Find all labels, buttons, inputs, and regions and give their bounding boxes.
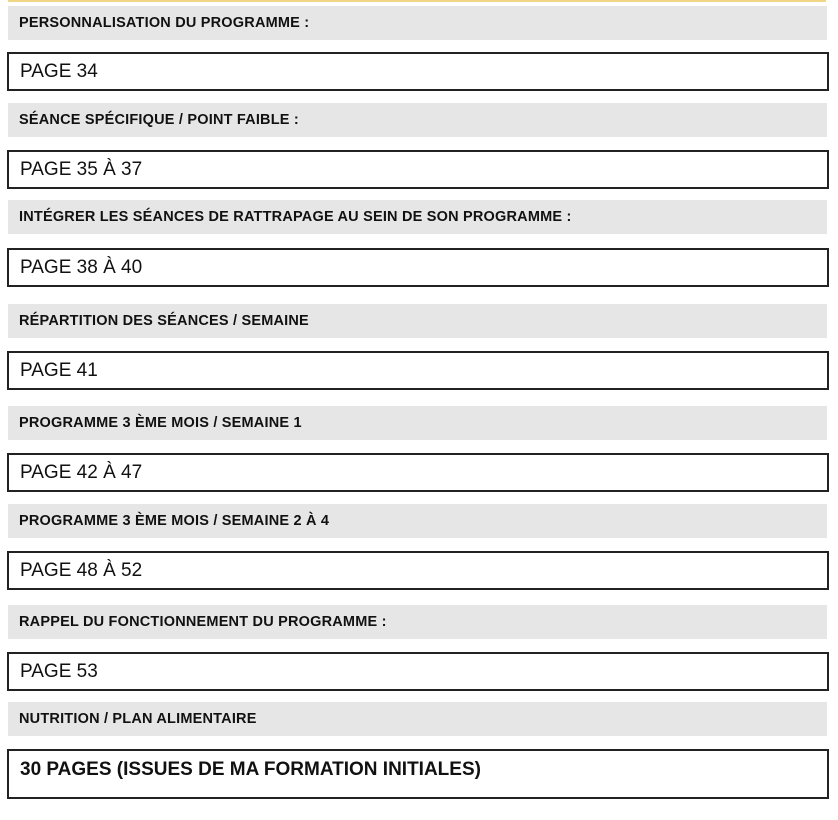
section-header-rattrapage: INTÉGRER LES SÉANCES DE RATTRAPAGE AU SEIN DE SON PROGRAMME : <box>8 200 827 234</box>
section-header-rappel: RAPPEL DU FONCTIONNEMENT DU PROGRAMME : <box>8 605 827 639</box>
section-pages-personnalisation: PAGE 34 <box>7 52 829 91</box>
section-pages-seance-specifique: PAGE 35 À 37 <box>7 150 829 189</box>
section-pages-rattrapage: PAGE 38 À 40 <box>7 248 829 287</box>
section-header-seance-specifique: SÉANCE SPÉCIFIQUE / POINT FAIBLE : <box>8 103 827 137</box>
section-header-nutrition: NUTRITION / PLAN ALIMENTAIRE <box>8 702 827 736</box>
section-pages-programme-semaine-2-4: PAGE 48 À 52 <box>7 551 829 590</box>
section-pages-repartition: PAGE 41 <box>7 351 829 390</box>
section-header-repartition: RÉPARTITION DES SÉANCES / SEMAINE <box>8 304 827 338</box>
section-header-personnalisation: PERSONNALISATION DU PROGRAMME : <box>8 6 827 40</box>
section-header-programme-semaine-2-4: PROGRAMME 3 ÈME MOIS / SEMAINE 2 À 4 <box>8 504 827 538</box>
section-pages-nutrition: 30 PAGES (ISSUES DE MA FORMATION INITIALES) <box>7 749 829 799</box>
section-header-programme-semaine-1: PROGRAMME 3 ÈME MOIS / SEMAINE 1 <box>8 406 827 440</box>
section-pages-programme-semaine-1: PAGE 42 À 47 <box>7 453 829 492</box>
section-pages-rappel: PAGE 53 <box>7 652 829 691</box>
accent-line <box>8 0 826 2</box>
